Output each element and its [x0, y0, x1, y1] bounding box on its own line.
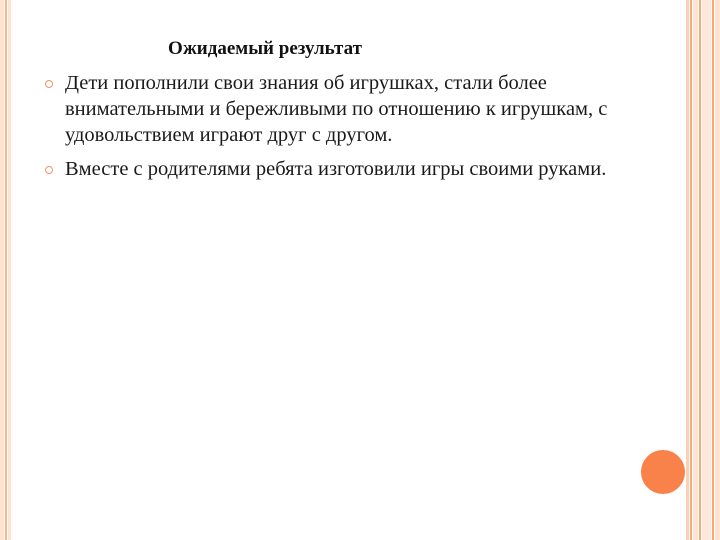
slide-title: Ожидаемый результат: [168, 38, 362, 59]
list-item: [45, 156, 635, 182]
list-item: [45, 70, 635, 148]
list-item-text: Вместе с родителями ребята изготовили игры своими руками.: [65, 158, 607, 180]
circle-bullet-icon: [45, 166, 53, 174]
left-decorative-border: [0, 0, 12, 540]
right-decorative-border: [686, 0, 720, 540]
decorative-circle: [641, 450, 685, 494]
circle-bullet-icon: [45, 80, 53, 88]
bullet-list: [45, 70, 635, 190]
list-item-text: Дети пополнили свои знания об игрушках, стали более внимательными и бережливыми по отношению к игрушкам, с удовольствием играют друг с другом.: [65, 72, 608, 146]
